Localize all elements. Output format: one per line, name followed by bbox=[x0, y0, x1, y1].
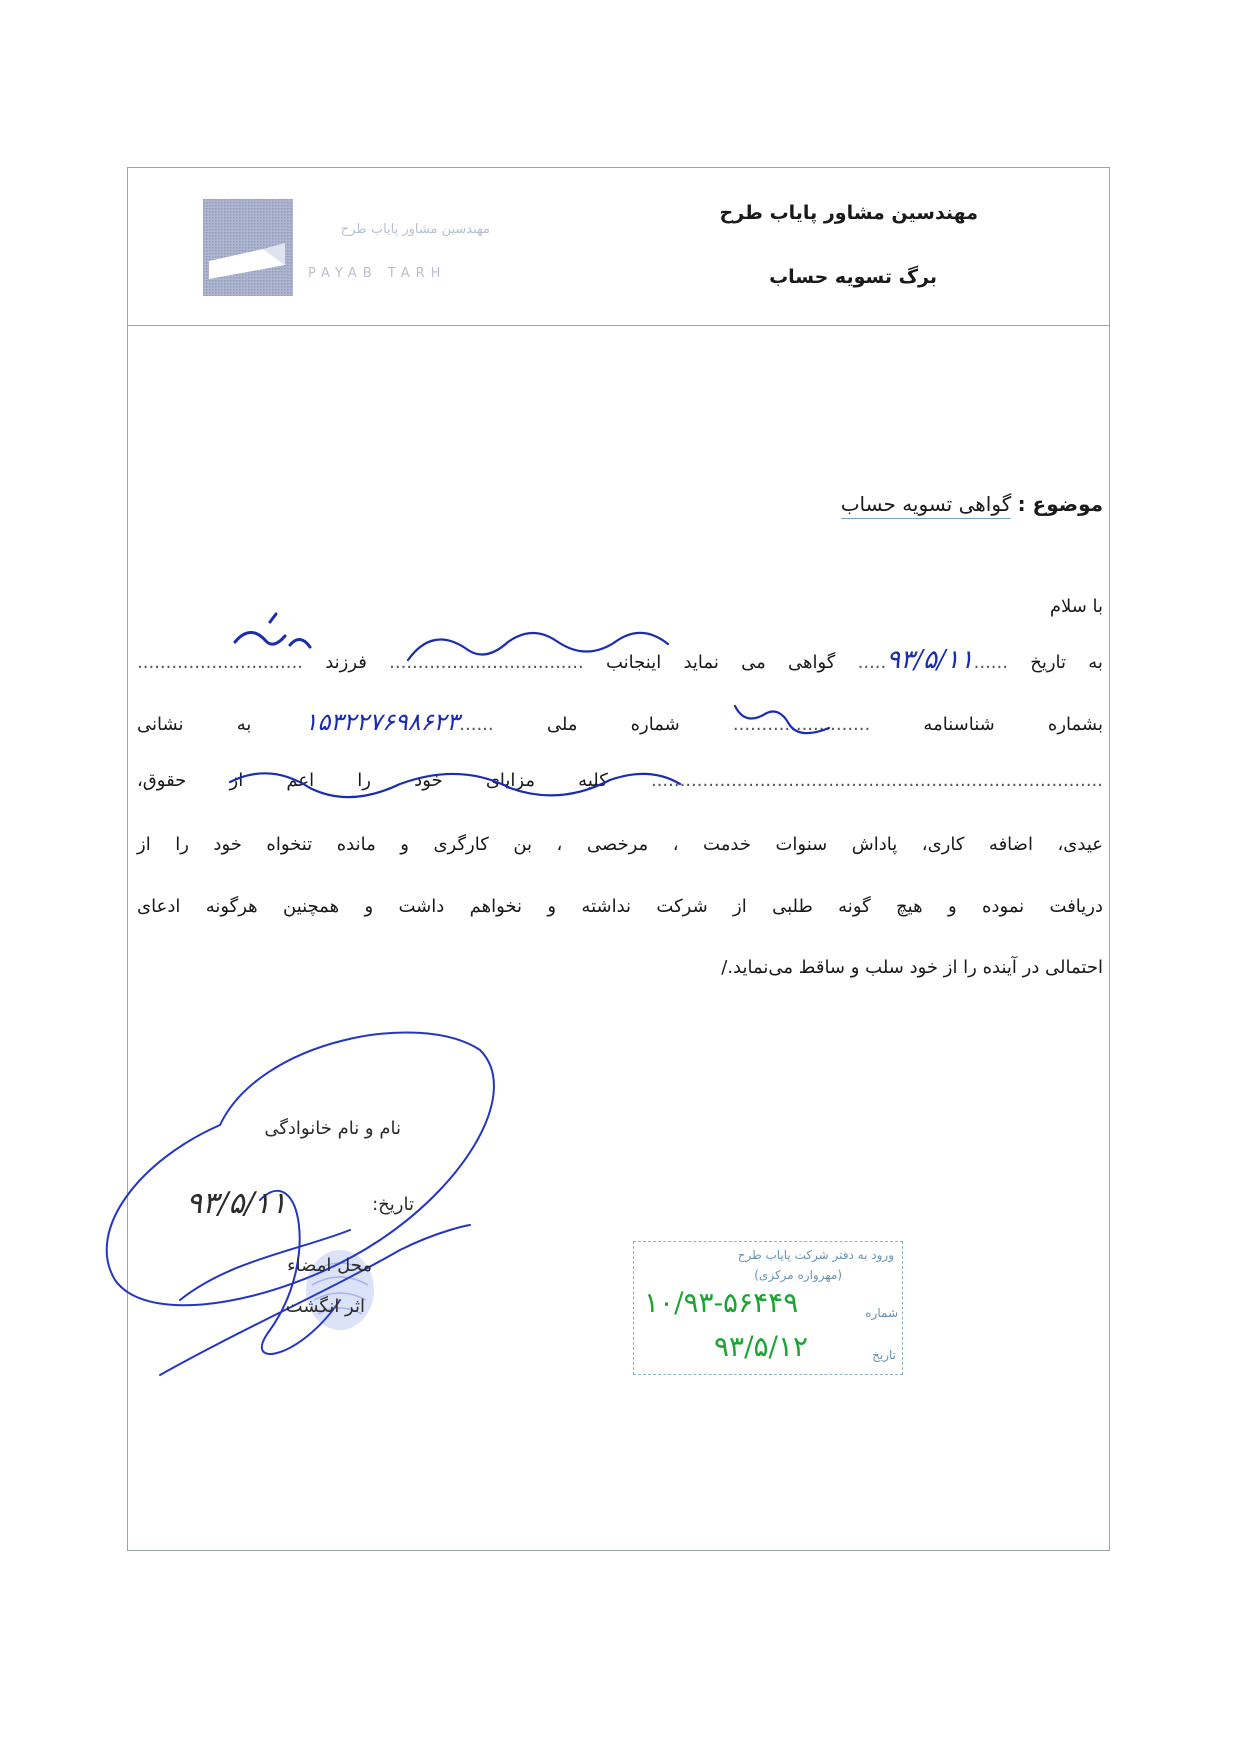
name-label: نام و نام خانوادگی bbox=[264, 1118, 401, 1139]
body-line-2: بشماره شناسنامه ........................ شماره ملی ......۱۵۳۲۲۷۶۹۸۶۲۳ به نشانی bbox=[137, 708, 1103, 736]
national-id-value: ۱۵۳۲۲۷۶۹۸۶۲۳ bbox=[304, 708, 460, 736]
body-line-4: عیدی، اضافه کاری، پاداش سنوات خدمت ، مرخصی ، بن کارگری و مانده تنخواه خود را از bbox=[137, 834, 1103, 855]
company-name: مهندسین مشاور پایاب طرح bbox=[719, 202, 978, 224]
child-of-label: فرزند bbox=[325, 652, 367, 673]
sign-date-label: تاریخ: bbox=[372, 1194, 414, 1215]
date-intro: به تاریخ bbox=[1030, 652, 1103, 673]
logo-text-en: PAYAB TARH bbox=[308, 266, 447, 281]
stamp-line-2: (مهرواره مرکزی) bbox=[754, 1268, 842, 1282]
birth-cert-field: ........................ bbox=[732, 714, 871, 735]
certify-text: گواهی می نماید اینجانب bbox=[605, 652, 836, 673]
address-field: ............................................................................... bbox=[650, 770, 1103, 791]
signature-place-label: محل امضاء bbox=[287, 1255, 372, 1276]
handwritten-date: ۹۳/۵/۱۱ bbox=[886, 645, 974, 675]
national-id-label: شماره ملی bbox=[546, 714, 680, 735]
stamp-date-label: تاریخ bbox=[872, 1348, 896, 1362]
birth-cert-label: بشماره شناسنامه bbox=[923, 714, 1103, 735]
address-label: به نشانی bbox=[137, 714, 252, 735]
body-line-5: دریافت نموده و هیچ گونه طلبی از شرکت نداشته و نخواهم داشت و همچنین هرگونه ادعای bbox=[137, 896, 1103, 917]
stamp-number-value: ۱۰/۹۳-۵۶۴۴۹ bbox=[644, 1286, 799, 1319]
stamp-date-value: ۹۳/۵/۱۲ bbox=[714, 1330, 809, 1363]
body-line-1: به تاریخ ......۹۳/۵/۱۱..... گواهی می نماید اینجانب .................................. فرزند ............................. bbox=[137, 645, 1103, 675]
subject-label: موضوع : bbox=[1017, 492, 1103, 516]
father-field: ............................. bbox=[137, 652, 303, 673]
greeting: با سلام bbox=[1049, 596, 1103, 617]
dotted-field: ...... bbox=[973, 652, 1008, 673]
benefits-text: کلیه مزایای خود را اعم از حقوق، bbox=[137, 770, 608, 791]
logo-text-fa: مهندسین مشاور پایاب طرح bbox=[340, 222, 490, 237]
subject-value: گواهی تسویه حساب bbox=[841, 492, 1012, 519]
name-field: .................................. bbox=[389, 652, 584, 673]
stamp-number-label: شماره bbox=[865, 1306, 898, 1320]
fingerprint-label: اثر انگشت bbox=[285, 1296, 365, 1317]
body-line-6: احتمالی در آینده را از خود سلب و ساقط می‌نماید./ bbox=[721, 957, 1103, 978]
receipt-stamp bbox=[633, 1241, 903, 1375]
form-title: برگ تسویه حساب bbox=[769, 266, 937, 288]
stamp-line-1: ورود به دفتر شرکت پایاب طرح bbox=[737, 1248, 894, 1262]
sign-date-value: ۹۳/۵/۱۱ bbox=[186, 1186, 287, 1221]
